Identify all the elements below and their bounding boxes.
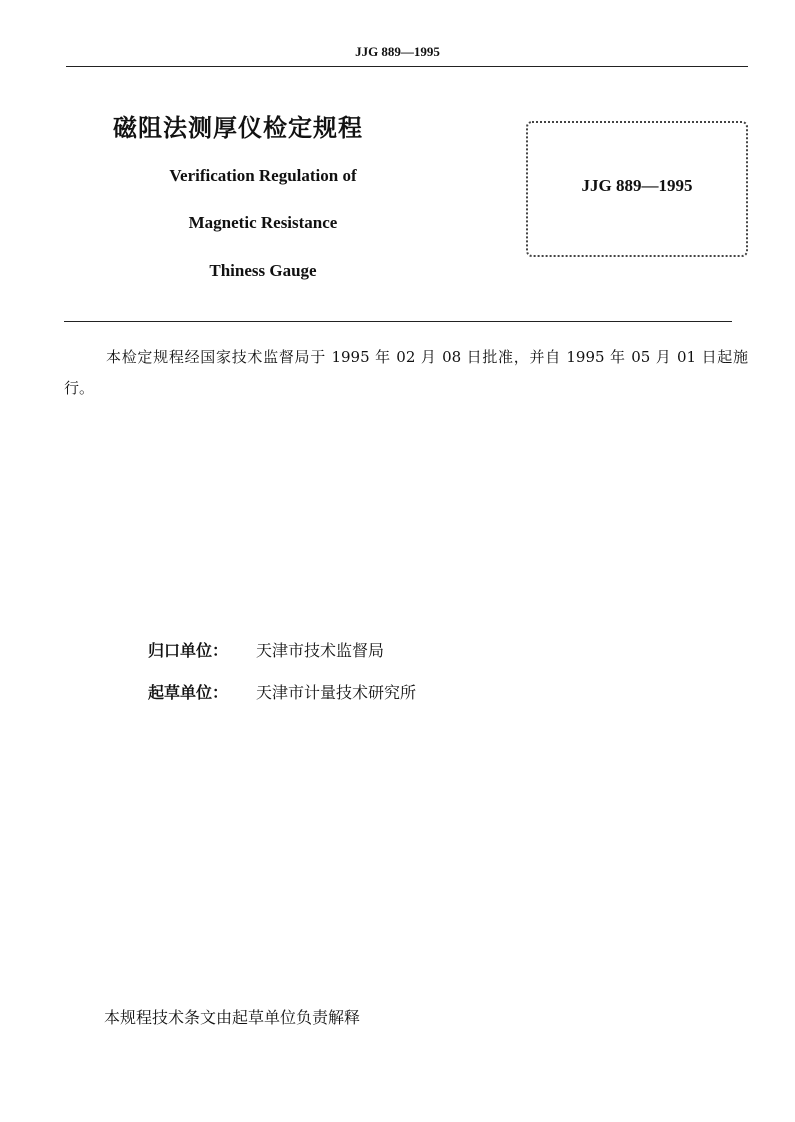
responsible-unit-label: 归口单位： <box>148 641 229 660</box>
title-english-line-3: Thiness Gauge <box>209 261 317 280</box>
header-standard-code: JJG 889—1995 <box>355 44 440 59</box>
title-english-line-2: Magnetic Resistance <box>188 213 338 232</box>
interpretation-note: 本规程技术条文由起草单位负责解释 <box>104 1008 361 1027</box>
header-divider <box>66 66 748 67</box>
drafting-unit-value: 天津市计量技术研究所 <box>256 683 417 702</box>
title-english-line-1: Verification Regulation of <box>169 166 357 185</box>
title-divider <box>64 321 732 322</box>
responsible-unit-row <box>148 638 384 661</box>
drafting-unit-row <box>148 680 416 703</box>
responsible-unit-value: 天津市技术监督局 <box>256 641 385 660</box>
title-chinese: 磁阻法测厚仪检定规程 <box>113 114 363 142</box>
standard-code-text: JJG 889—1995 <box>581 176 693 195</box>
drafting-unit-label: 起草单位： <box>148 683 229 702</box>
approval-statement: 本检定规程经国家技术监督局于 1995 年 02 月 08 日批准，并自 1995 年 05 月 01 日起施行。 <box>64 348 748 397</box>
